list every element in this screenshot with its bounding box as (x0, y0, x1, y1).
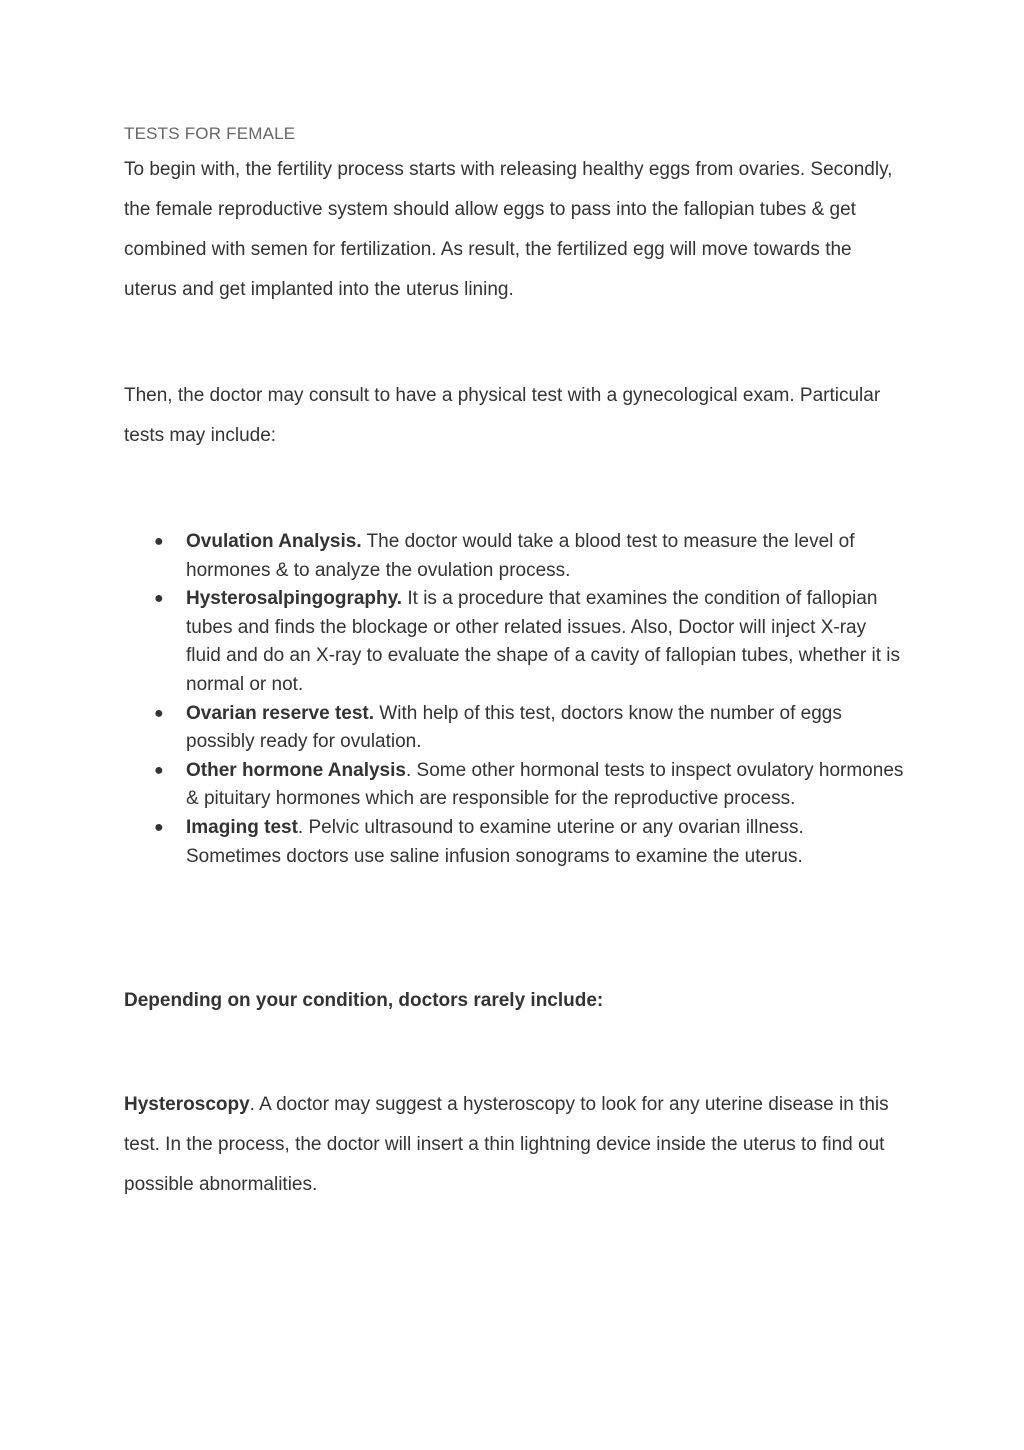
list-item-text: With help of this test, doctors know the number of eggs possibly ready for ovulation. (186, 702, 842, 753)
bullet-icon: ● (154, 590, 164, 608)
list-item-term: Ovarian reserve test. (186, 702, 375, 724)
list-item (124, 814, 904, 871)
list-item (124, 757, 904, 814)
list-item-term: Hysterosalpingography. (186, 588, 403, 610)
list-item-text: It is a procedure that examines the condition of fallopian tubes and finds the blockage or other related issues. Also, Doctor will inject X-ray fluid and do an X-ray to evaluate the shape of a cavity of fallopian tubes, whether it is normal or not. (186, 588, 900, 695)
depending-heading: Depending on your condition, doctors rarely include: (124, 990, 604, 1012)
document-page (124, 122, 904, 1205)
list-item-text: . Pelvic ultrasound to examine uterine or any ovarian illness. Sometimes doctors use saline infusion sonograms to examine the uterus. (186, 816, 804, 867)
list-item (124, 528, 904, 585)
tests-list (124, 528, 904, 871)
bullet-icon: ● (154, 533, 164, 550)
list-item-term: Imaging test (186, 816, 298, 838)
intro-paragraph: To begin with, the fertility process starts with releasing healthy eggs from ovaries. Secondly, the female reproductive system should allow eggs to pass into the fallopian tubes & get combined with semen for fertilization. As result, the fertilized egg will move towards the uterus and get implanted into the uterus lining. (124, 159, 893, 300)
bullet-icon: ● (154, 704, 164, 722)
hysteroscopy-paragraph (124, 1085, 904, 1205)
hysteroscopy-term: Hysteroscopy (124, 1094, 250, 1116)
list-item (124, 585, 904, 699)
section-label: TESTS FOR FEMALE (124, 124, 296, 143)
list-item-term: Other hormone Analysis (186, 759, 406, 781)
list-item (124, 700, 904, 757)
list-item-text: . Some other hormonal tests to inspect ovulatory hormones & pituitary hormones which are responsible for the reproductive process. (186, 759, 904, 810)
bullet-icon: ● (154, 761, 164, 779)
list-item-term: Ovulation Analysis. (186, 531, 362, 552)
then-paragraph: Then, the doctor may consult to have a physical test with a gynecological exam. Particular tests may include: (124, 385, 881, 446)
bullet-icon: ● (154, 818, 164, 836)
list-item-text: The doctor would take a blood test to measure the level of hormones & to analyze the ovulation process. (186, 531, 855, 581)
hysteroscopy-text: . A doctor may suggest a hysteroscopy to look for any uterine disease in this test. In the process, the doctor will insert a thin lightning device inside the uterus to find out possible abnormalities. (124, 1094, 889, 1196)
